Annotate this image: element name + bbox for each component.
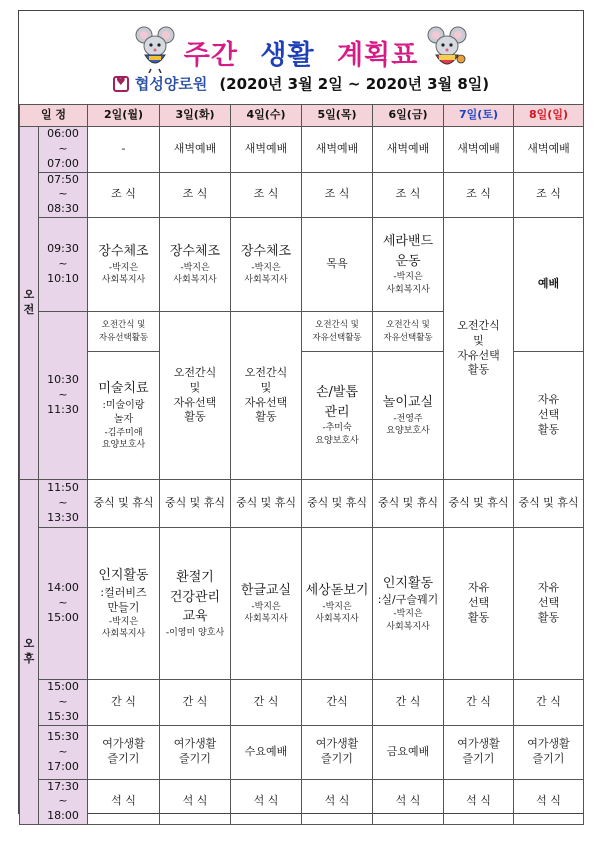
table-row [20,218,584,312]
schedule-column-header: 일 정 [20,105,88,127]
date-range: (2020년 3월 2일 ~ 2020년 3월 8일) [219,75,490,93]
schedule-cell: 조 식 [373,172,444,218]
title-word: 생활 [260,40,315,71]
schedule-cell: 예배 [514,218,584,352]
time-slot: 17:30 ~ 18:00 [39,779,88,825]
schedule-cell: 인지활동 :컬러비즈 만들기 -박지은 사회복지사 [88,528,160,680]
day-header: 6일(금) [373,105,444,127]
schedule-cell: 석 식 [302,779,373,825]
schedule-cell: 세라밴드 운동 -박지은 사회복지사 [373,218,444,312]
subtitle [19,73,583,94]
schedule-cell: 여가생활 즐기기 [302,725,373,779]
time-slot: 07:50 ~ 08:30 [39,172,88,218]
schedule-cell: 여가생활 즐기기 [88,725,160,779]
time-slot: 15:30 ~ 17:00 [39,725,88,779]
schedule-cell: 석 식 [444,779,514,825]
org-logo-icon [113,76,129,92]
schedule-cell: 세상돋보기 -박지은 사회복지사 [302,528,373,680]
header-row [20,105,584,127]
schedule-cell: 중식 및 휴식 [373,480,444,528]
schedule-cell: 중식 및 휴식 [231,480,302,528]
schedule-cell: 석 식 [88,779,160,825]
schedule-cell: 미술치료 :미술이랑 놀자 -김주미애 요양보호사 [88,352,160,480]
schedule-cell: 중식 및 휴식 [514,480,584,528]
schedule-cell: 석 식 [373,779,444,825]
day-header: 4일(수) [231,105,302,127]
time-slot: 10:30 ~ 11:30 [39,312,88,480]
schedule-cell: 새벽예배 [444,127,514,173]
schedule-cell: 중식 및 휴식 [160,480,231,528]
schedule-cell: 간 식 [444,680,514,726]
schedule-cell: 자유 선택 활동 [514,528,584,680]
schedule-cell: 간 식 [88,680,160,726]
title-word: 계획표 [336,40,419,71]
schedule-cell: 환절기 건강관리 교육 -이영미 양호사 [160,528,231,680]
schedule-cell: 중식 및 휴식 [88,480,160,528]
title-word: 주간 [183,40,238,71]
table-row [20,779,584,825]
schedule-cell: 목욕 [302,218,373,312]
schedule-cell: - [88,127,160,173]
schedule-cell: 석 식 [160,779,231,825]
schedule-cell: 오전간식 및 자유선택 활동 [231,312,302,480]
schedule-cell: 장수체조 -박지은 사회복지사 [88,218,160,312]
schedule-document [18,10,584,823]
time-slot: 06:00 ~ 07:00 [39,127,88,173]
schedule-cell: 인지활동 :실/구슬꿰기 -박지은 사회복지사 [373,528,444,680]
schedule-cell: 여가생활 즐기기 [160,725,231,779]
org-name: 협성양로원 [134,75,208,93]
schedule-cell: 조 식 [514,172,584,218]
schedule-cell: 자유 선택 활동 [444,528,514,680]
schedule-cell: 오전간식 및 자유선택활동 [373,312,444,352]
day-header: 5일(목) [302,105,373,127]
schedule-cell: 오전간식 및 자유선택 활동 [444,218,514,480]
schedule-cell: 새벽예배 [160,127,231,173]
schedule-cell: 간 식 [514,680,584,726]
schedule-cell: 자유 선택 활동 [514,352,584,480]
schedule-cell: 조 식 [444,172,514,218]
schedule-cell: 새벽예배 [373,127,444,173]
schedule-cell: 오전간식 및 자유선택활동 [302,312,373,352]
table-row [20,725,584,779]
page-title [19,33,583,72]
schedule-cell: 석 식 [231,779,302,825]
period-afternoon: 오 후 [20,480,39,825]
schedule-cell: 조 식 [231,172,302,218]
schedule-cell: 오전간식 및 자유선택활동 [88,312,160,352]
schedule-cell: 수요예배 [231,725,302,779]
time-slot: 09:30 ~ 10:10 [39,218,88,312]
time-slot: 14:00 ~ 15:00 [39,528,88,680]
table-row [20,127,584,173]
schedule-cell: 조 식 [88,172,160,218]
schedule-cell: 간 식 [160,680,231,726]
time-slot: 11:50 ~ 13:30 [39,480,88,528]
schedule-cell: 여가생활 즐기기 [514,725,584,779]
schedule-cell: 놀이교실 -전영주 요양보호사 [373,352,444,480]
table-row [20,172,584,218]
schedule-cell: 손/발톱 관리 -추미숙 요양보호사 [302,352,373,480]
schedule-cell: 간 식 [373,680,444,726]
schedule-cell: 여가생활 즐기기 [444,725,514,779]
day-header: 7일(토) [444,105,514,127]
schedule-cell: 석 식 [514,779,584,825]
document-header [19,11,583,103]
schedule-cell: 중식 및 휴식 [302,480,373,528]
schedule-table [19,104,584,825]
day-header: 8일(일) [514,105,584,127]
schedule-cell: 금요예배 [373,725,444,779]
schedule-cell: 장수체조 -박지은 사회복지사 [231,218,302,312]
schedule-cell: 중식 및 휴식 [444,480,514,528]
schedule-cell: 조 식 [160,172,231,218]
table-row [20,528,584,680]
schedule-cell: 한글교실 -박지은 사회복지사 [231,528,302,680]
schedule-cell: 간 식 [231,680,302,726]
schedule-cell: 새벽예배 [514,127,584,173]
schedule-cell: 간식 [302,680,373,726]
schedule-cell: 새벽예배 [302,127,373,173]
period-morning: 오 전 [20,127,39,480]
day-header: 2일(월) [88,105,160,127]
schedule-cell: 장수체조 -박지은 사회복지사 [160,218,231,312]
time-slot: 15:00 ~ 15:30 [39,680,88,726]
schedule-cell: 조 식 [302,172,373,218]
schedule-cell: 오전간식 및 자유선택 활동 [160,312,231,480]
table-row [20,680,584,726]
day-header: 3일(화) [160,105,231,127]
table-row [20,480,584,528]
schedule-cell: 새벽예배 [231,127,302,173]
